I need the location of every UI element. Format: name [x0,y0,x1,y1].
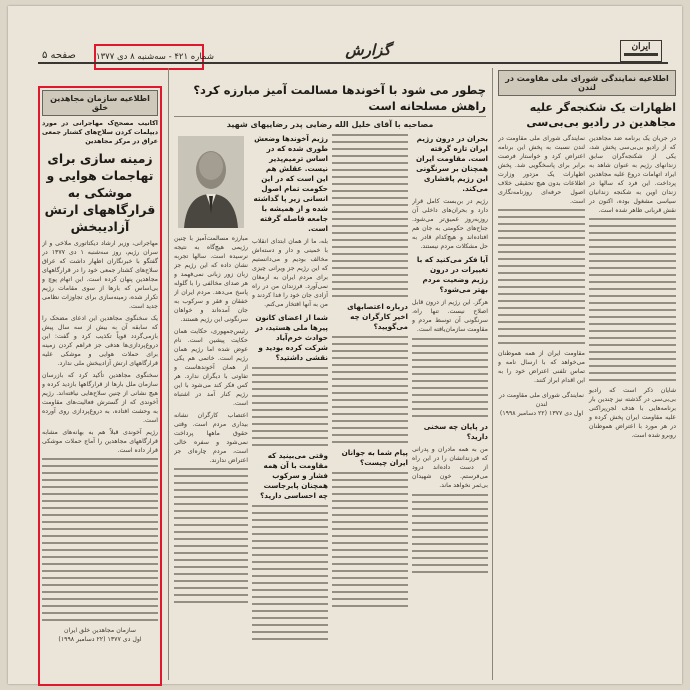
column-divider [492,68,493,680]
interview-subheadline: مصاحبه با آقای خلیل الله رضایی پدر رضاییهای شهید [226,120,434,129]
interview-col-a-text-2: رئیس‌جمهوری، حکایت همان حکایت پیشین است. نام عوض شده اما رژیم همان رژیم است. خاتمی هم یکی از همان آخوندهاست و تفاوتی با دیگران ندارد. هر کس فکر کند می‌شود با این رژیم کنار آمد در اشتباه است. [174,328,248,407]
interview-question-6: در پایان چه سخنی دارید؟ [423,422,488,441]
right-announcement [498,70,676,680]
interview-col-c [332,134,408,680]
right-box-title: اطلاعیه نمایندگی شورای ملی مقاومت در لندن [498,70,676,96]
left-box-title: اطلاعیه سازمان مجاهدین خلق [42,90,158,116]
interviewee-photo [178,136,244,228]
interview-question-4: پیام شما به جوانان ایران چیست؟ [341,448,408,467]
interview-question-2: وقتی می‌بینید که مقاومت با آن همه فشار و سرکوب همچنان پابرجاست چه احساسی دارید؟ [260,451,328,500]
interview-col-d-text: رژیم در بن‌بست کامل قرار دارد و بحران‌های داخلی آن روزبه‌روز عمیق‌تر می‌شود. جناح‌های حکومتی به جان هم افتاده‌اند و هیچ‌کدام قادر به حل مشکلات مردم نیستند. [412,198,488,250]
interview-question-5: آیا فکر می‌کنید که با تغییرات در درون رژیم وضعیت مردم بهتر می‌شود؟ [416,255,488,294]
interview-question-1: شما از اعضای کانون پیرها ملی هستید، در حوادث خرم‌آباد شرکت کرده بودید و نقشی داشتید؟ [255,313,328,362]
logo-text: ایران [631,42,651,52]
right-signature: نمایندگی شورای ملی مقاومت در لندن [499,392,584,408]
interview-col-b-text: بله، ما از همان ابتدای انقلاب با خمینی و دار و دسته‌اش مخالف بودیم و می‌دانستیم که این رژیم جز ویرانی چیزی برای مردم ایران به ارمغان نمی‌آورد. فرزندان من در راه آزادی جان خود را فدا کردند و من به آنها افتخار می‌کنم. [252,238,328,308]
issue-date-highlight: شماره ۴۲۱ - سه‌شنبه ۸ دی ۱۳۷۷ [94,44,204,70]
right-body-4: مقاومت ایران از همه هموطنان می‌خواهد که با ارسال نامه و تماس تلفنی اعتراض خود را به این اقدام ابراز کنند. [498,350,585,384]
left-body-4: رژیم آخوندی قبلاً هم به بهانه‌های مشابه قرارگاههای مجاهدین را آماج حملات موشکی قرار داده است. [42,429,158,454]
interview-intro: رژیم آخوندها وضعش طوری شده که در اساس ترمیم‌پذیر نیست. عقلش هم این است که در این حکومت تمام اصول انسانی زیر پا گذاشته شده و از همیشه با جامعه فاصله گرفته است. [253,134,328,233]
right-date: اول دی ۱۳۷۷ (۲۲ دسامبر ۱۹۹۸) [499,410,584,417]
right-body-1: در جریان یک برنامه ضد مجاهدین که از رادیو بی‌بی‌سی پخش شد، یکی از شکنجه‌گران سابق زندانهای رژیم به عنوان شاهد به ایراد اتهامات دروغ علیه مجاهدین پرداخت. این فرد که سالها در زندان اوین به شکنجه زندانیان سیاسی مشغول بوده، اکنون در نقش قربانی ظاهر شده است. [589,135,676,214]
left-headline: زمینه سازی برای تهاجمات هوایی و موشکی به قرارگاههای ارتش آزادیبخش [44,151,156,234]
interview-col-d-intro: بحران در درون رژیم ایران تازه گرفته است. مقاومت ایران همچنان بر سرنگونی این رژیم پافشاری می‌کند. [416,134,488,193]
section-title: گزارش [345,41,391,59]
interview-col-d-text-3: من به همه مادران و پدرانی که فرزندانشان را در این راه از دست داده‌اند درود می‌فرستم. خون شهیدان بی‌ثمر نخواهد ماند. [412,446,488,489]
right-body-3: شایان ذکر است که رادیو بی‌بی‌سی در گذشته نیز چندین بار برنامه‌هایی با هدف لجن‌پراکنی علیه مقاومت ایران پخش کرده و در هر مورد با اعتراض هموطنان روبرو شده است. [589,387,676,439]
left-body-1: مهاجرانی، وزیر ارشاد دیکتاتوری ملاخی و از سران رژیم، روز سه‌شنبه ۱ دی ۱۳۷۷ در گفتگو با خبرنگاران اظهار داشت که عراق سلاح‌های کشتار جمعی خود را در قرارگاههای مجاهدین پنهان کرده است. این اتهام پوچ و بی‌اساس که بارها از سوی مقامات رژیم تکرار شده، زمینه‌سازی برای تجاوزات نظامی جدید است. [42,240,158,310]
newspaper-logo [620,40,662,62]
right-body-2: نمایندگی شورای ملی مقاومت در لندن نسبت به پخش این برنامه اعتراض کرد و خواستار فرصت برابر برای پاسخگویی شد. پخش اظهارات یک مزدور وزارت اطلاعات بدون هیچ تحقیقی خلاف اصول حرفه‌ای روزنامه‌نگاری است. [498,135,585,205]
interview-col-a-text-3: اعتصاب کارگران نشانه بیداری مردم است. وقتی حقوق ماهها پرداخت نمی‌شود و سفره خالی است، مردم چاره‌ای جز اعتراض ندارند. [174,412,248,464]
left-body-3: سخنگوی مجاهدین تأکید کرد که بازرسان سازمان ملل بارها از قرارگاهها بازدید کرده و هیچ نشانی از چنین سلاح‌هایی نیافته‌اند. رژیم آخوندی که از گسترش فعالیت‌های مقاومت به وحشت افتاده، به دروغ‌پردازی روی آورده است. [42,372,158,424]
interview-col-a [174,234,248,680]
header-rule [38,62,668,64]
interview-col-a-text: مبارزه مسالمت‌آمیز با چنین رژیمی هیچ‌گاه به نتیجه نرسیده است. سالها تجربه نشان داده که این رژیم جز زبان زور زبانی نمی‌فهمد و هر صدای مخالفی را با گلوله پاسخ می‌دهد. مردم ایران از خفقان و فقر و سرکوب به جان آمده‌اند و خواهان سرنگونی این رژیم هستند. [174,235,248,323]
column-divider [168,68,169,680]
interview-col-d-text-2: هرگز. این رژیم از درون قابل اصلاح نیست. تنها راه، سرنگونی آن توسط مردم و مقاومت سازمان‌یافته است. [412,299,488,333]
page-number: صفحه ۵ [42,50,76,61]
left-announcement [42,90,158,682]
left-body-2: یک سخنگوی مجاهدین این ادعای مضحک را که سابقه آن به بیش از سه سال پیش بازمی‌گردد قویاً تکذیب کرد و گفت: این دروغ‌پردازی‌ها هدفی جز فراهم کردن زمینه برای حملات هوایی و موشکی علیه قرارگاههای ارتش آزادیبخش ملی ندارد. [42,315,158,367]
left-intro: اکانیب مصحح‌ک مهاجرانی در مورد دیپلمات کردن سلاح‌های کشتار جمعی عراق در مرکز مجاهدین [42,119,158,145]
left-signature: سازمان مجاهدین خلق ایران [64,627,136,634]
right-headline: اظهارات یک شکنجه‌گر علیه مجاهدین در رادیو بی‌بی‌سی [526,101,676,129]
interview-col-d [412,134,488,680]
interview-headline: چطور می شود با آخوندها مسالمت آمیز مبارزه کرد؟ راهش مسلحانه است [193,83,486,113]
left-text-continuation [42,458,158,621]
interview-question-3: درباره اعتصابهای اخیر کارگران چه می‌گویید؟ [347,302,408,331]
left-date: اول دی ۱۳۷۷ (۲۲ دسامبر ۱۹۹۸) [58,636,142,643]
newspaper-page [8,6,682,684]
interview-col-b [252,134,328,680]
